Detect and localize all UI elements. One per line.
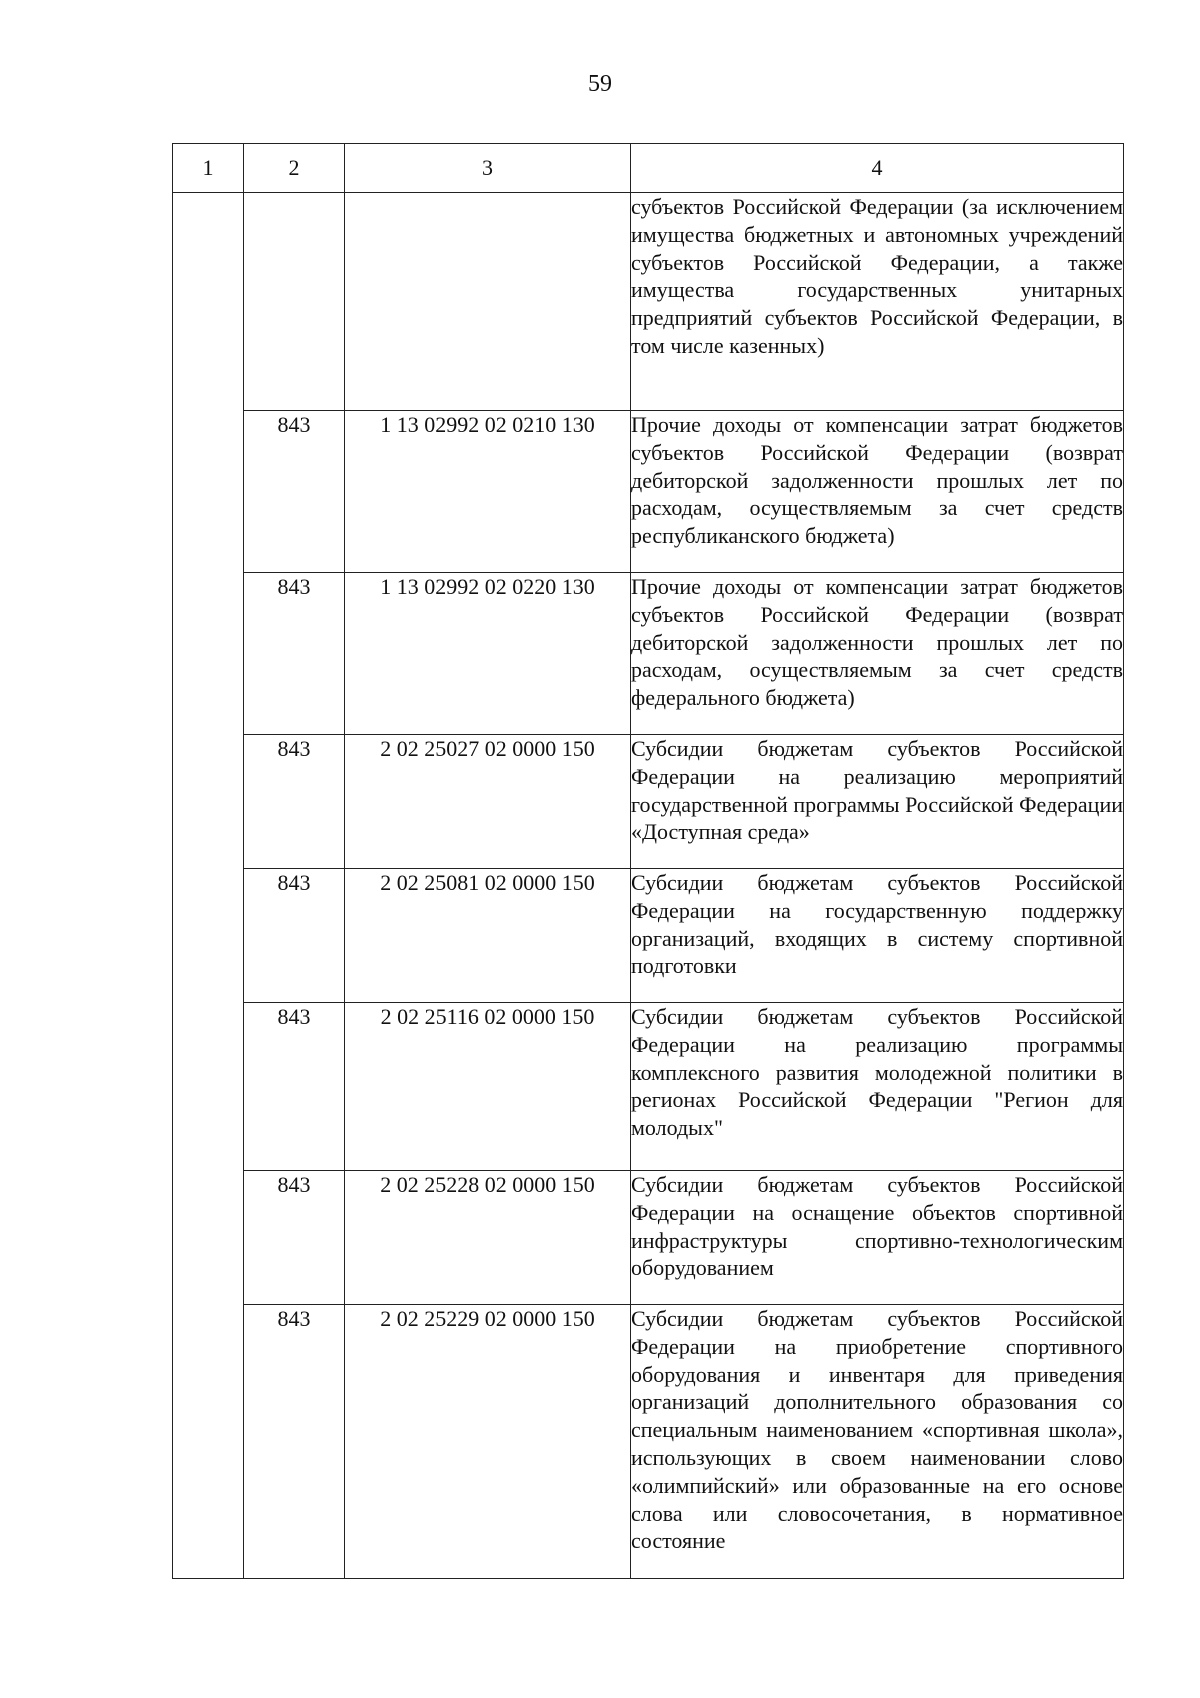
admin-code-cell: 843 (244, 1305, 345, 1579)
description-cell (631, 193, 1124, 411)
description-text: Субсидии бюджетам субъектов Российской Федерации на приобретение спортивного оборудования и инвентаря для приведения организаций дополнительного образования со специальным наименованием «спортивная школа», использующих в своем наименовании слово «олимпийский» или образованные на его основе слова или словосочетания, в нормативное состояние (631, 1306, 1123, 1554)
table-row (173, 411, 1124, 573)
description-cell (631, 1305, 1124, 1579)
table-row (173, 1305, 1124, 1579)
page-number: 59 (588, 71, 612, 97)
header-col-4: 4 (631, 144, 1124, 193)
admin-code-cell: 843 (244, 1003, 345, 1171)
admin-code-cell (244, 193, 345, 411)
revenue-code-cell: 2 02 25229 02 0000 150 (345, 1305, 631, 1579)
table-header-row (173, 144, 1124, 193)
revenue-code-cell: 2 02 25228 02 0000 150 (345, 1171, 631, 1305)
table-row (173, 735, 1124, 869)
revenue-code-cell: 1 13 02992 02 0210 130 (345, 411, 631, 573)
admin-code-cell: 843 (244, 735, 345, 869)
revenue-code-cell: 1 13 02992 02 0220 130 (345, 573, 631, 735)
description-text: Прочие доходы от компенсации затрат бюджетов субъектов Российской Федерации (возврат дебиторской задолженности прошлых лет по расходам, осуществляемым за счет средств федерального бюджета) (631, 574, 1123, 711)
table-row (173, 193, 1124, 411)
description-cell (631, 1003, 1124, 1171)
revenue-code-cell: 2 02 25027 02 0000 150 (345, 735, 631, 869)
table-row (173, 573, 1124, 735)
header-col-3: 3 (345, 144, 631, 193)
table-row (173, 1171, 1124, 1305)
description-text: Прочие доходы от компенсации затрат бюджетов субъектов Российской Федерации (возврат дебиторской задолженности прошлых лет по расходам, осуществляемым за счет средств республиканского бюджета) (631, 412, 1123, 549)
description-text: субъектов Российской Федерации (за исключением имущества бюджетных и автономных учреждений субъектов Российской Федерации, а также имущества государственных унитарных предприятий субъектов Российской Федерации, в том числе казенных) (631, 194, 1123, 358)
revenue-code-cell (345, 193, 631, 411)
description-text: Субсидии бюджетам субъектов Российской Федерации на оснащение объектов спортивной инфраструктуры спортивно-технологическим оборудованием (631, 1172, 1123, 1281)
revenue-code-cell: 2 02 25081 02 0000 150 (345, 869, 631, 1003)
col-1-merged-cell (173, 193, 244, 1579)
header-col-1: 1 (173, 144, 244, 193)
admin-code-cell: 843 (244, 411, 345, 573)
description-cell (631, 1171, 1124, 1305)
table-row (173, 1003, 1124, 1171)
revenue-codes-table (172, 143, 1124, 1579)
table-row (173, 869, 1124, 1003)
description-cell (631, 573, 1124, 735)
description-cell (631, 869, 1124, 1003)
revenue-code-cell: 2 02 25116 02 0000 150 (345, 1003, 631, 1171)
description-text: Субсидии бюджетам субъектов Российской Федерации на государственную поддержку организаций, входящих в систему спортивной подготовки (631, 870, 1123, 979)
description-cell (631, 735, 1124, 869)
admin-code-cell: 843 (244, 869, 345, 1003)
header-col-2: 2 (244, 144, 345, 193)
description-text: Субсидии бюджетам субъектов Российской Федерации на реализацию программы комплексного развития молодежной политики в регионах Российской Федерации "Регион для молодых" (631, 1004, 1123, 1141)
description-text: Субсидии бюджетам субъектов Российской Федерации на реализацию мероприятий государственной программы Российской Федерации «Доступная среда» (631, 736, 1123, 845)
admin-code-cell: 843 (244, 573, 345, 735)
admin-code-cell: 843 (244, 1171, 345, 1305)
description-cell (631, 411, 1124, 573)
